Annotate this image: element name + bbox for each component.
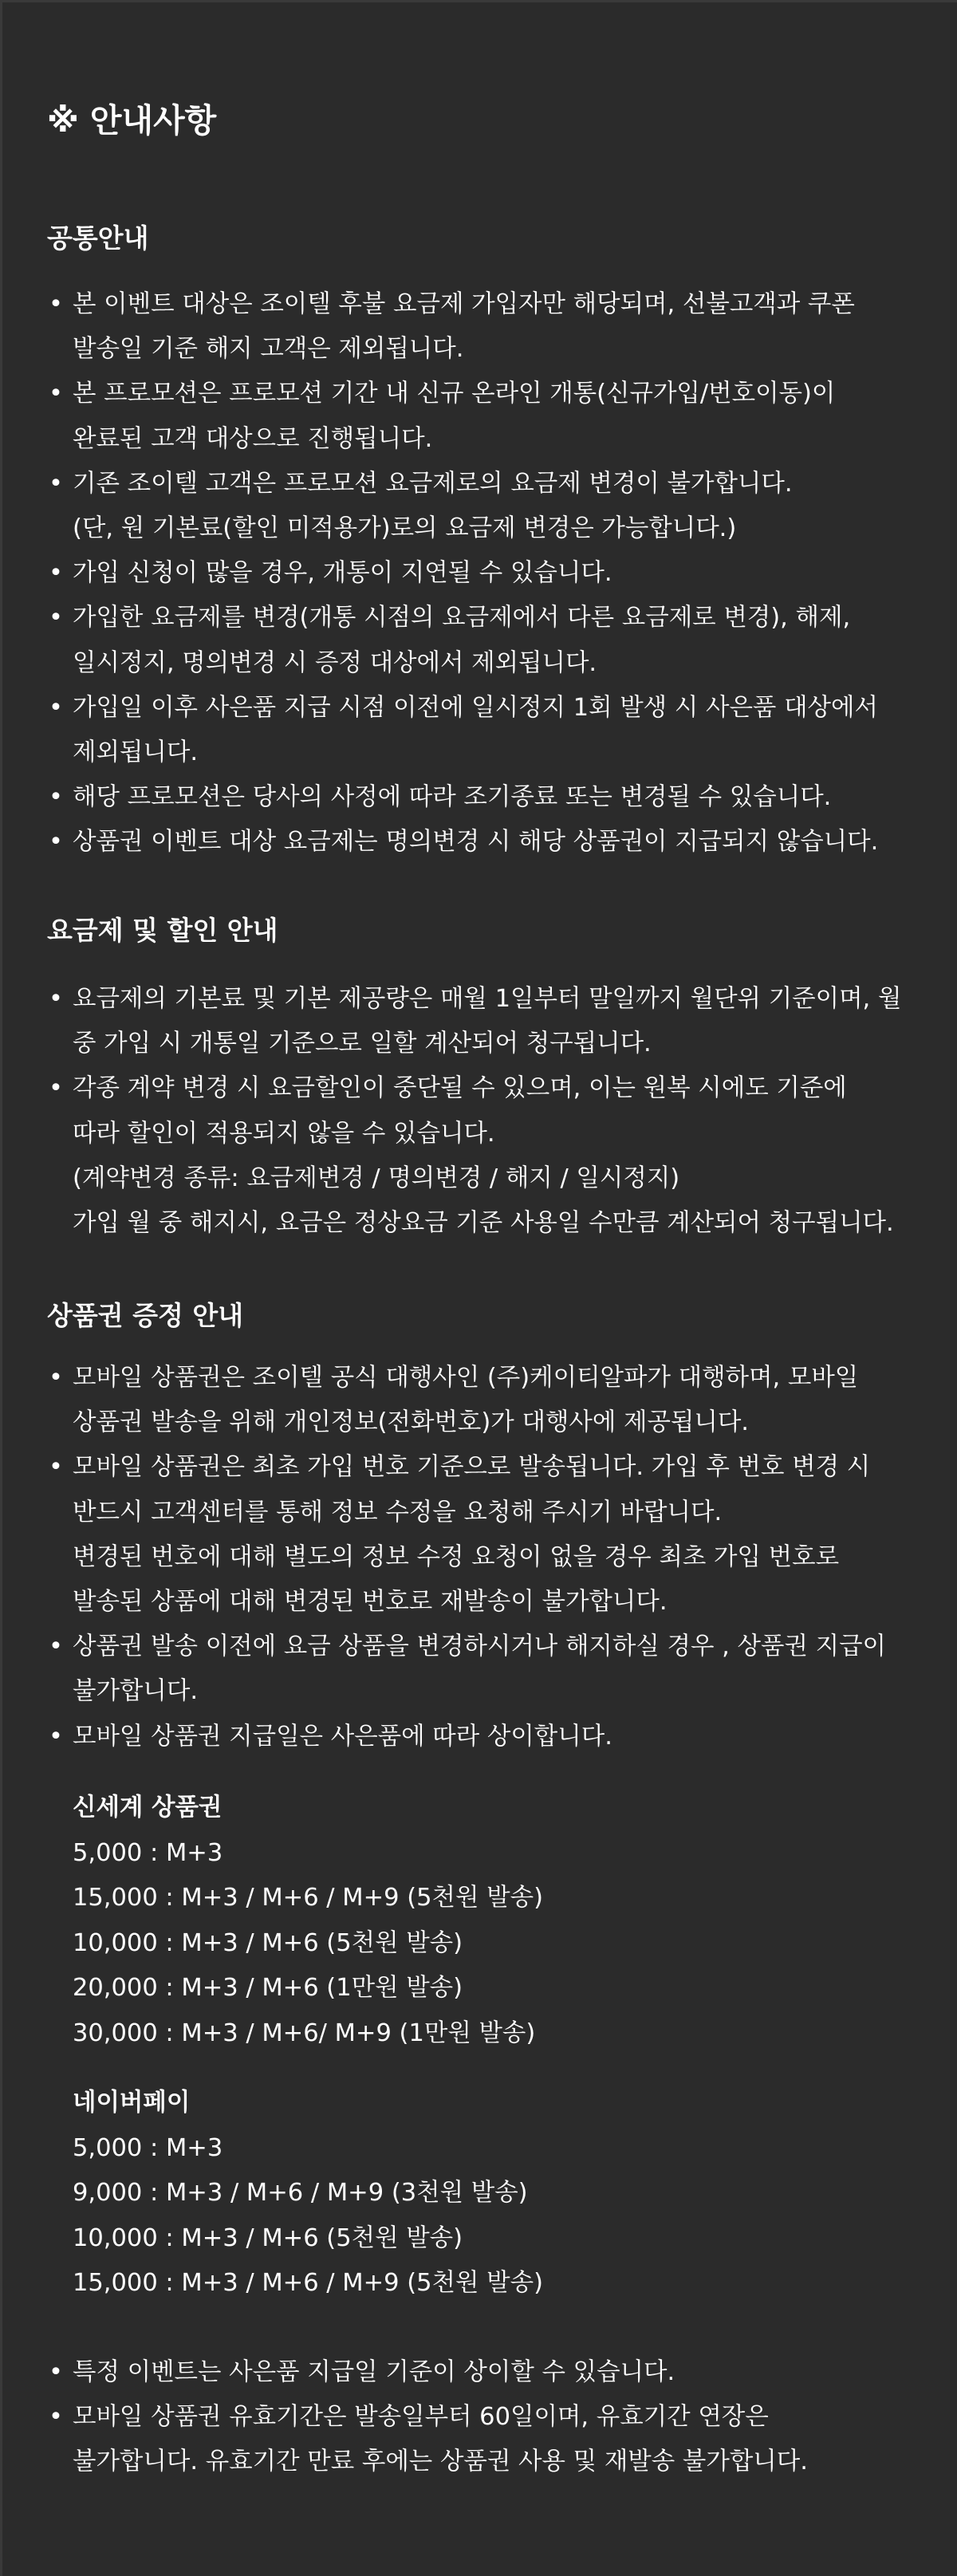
page-title-text: 안내사항 xyxy=(89,101,217,140)
list-item-line: 발송일 기준 해지 고객은 제외됩니다. xyxy=(73,335,464,364)
naverpay-voucher-title: 네이버페이 xyxy=(73,2089,191,2117)
list-item-line: (단, 원 기본료(할인 미적용가)로의 요금제 변경은 가능합니다.) xyxy=(73,514,737,543)
naverpay-voucher-schedule xyxy=(73,2081,934,2306)
gift-notice-list xyxy=(47,1356,940,1759)
list-item-line: 요금제의 기본료 및 기본 제공량은 매월 1일부터 말일까지 월단위 기준이며, 월 xyxy=(73,985,902,1013)
voucher-line: 15,000 : M+3 / M+6 / M+9 (5천원 발송) xyxy=(73,2269,543,2297)
bullet-icon: • xyxy=(49,1722,63,1751)
bullet-icon: • xyxy=(49,828,63,857)
bullet-icon: • xyxy=(49,2403,63,2432)
reference-mark-icon: ※ xyxy=(47,101,79,140)
list-item-line: 본 프로모션은 프로모션 기간 내 신규 온라인 개통(신규가입/번호이동)이 xyxy=(73,380,836,408)
list-item xyxy=(47,2395,940,2484)
section-title-plan: 요금제 및 할인 안내 xyxy=(47,915,278,946)
shinsegae-voucher-lines xyxy=(73,1831,934,2057)
list-item-line: 모바일 상품권은 최초 가입 번호 기준으로 발송됩니다. 가입 후 번호 변경 시 xyxy=(73,1453,871,1482)
bullet-icon: • xyxy=(49,290,63,318)
list-item-line: 가입 월 중 해지시, 요금은 정상요금 기준 사용일 수만큼 계산되어 청구됩니다. xyxy=(73,1209,894,1238)
list-item xyxy=(47,282,940,372)
bullet-icon: • xyxy=(49,1364,63,1392)
bullet-icon: • xyxy=(49,559,63,588)
list-item xyxy=(47,775,940,820)
voucher-line: 10,000 : M+3 / M+6 (5천원 발송) xyxy=(73,1928,463,1957)
list-item xyxy=(47,1715,940,1759)
bullet-icon: • xyxy=(49,1074,63,1103)
list-item-line: 상품권 발송 이전에 요금 상품을 변경하시거나 해지하실 경우 , 상품권 지급이 xyxy=(73,1633,886,1661)
gift-final-notice-list xyxy=(47,2350,940,2485)
list-item-line: 가입 신청이 많을 경우, 개통이 지연될 수 있습니다. xyxy=(73,559,612,588)
bullet-icon: • xyxy=(49,693,63,722)
voucher-line: 5,000 : M+3 xyxy=(73,2133,223,2162)
list-item xyxy=(47,551,940,596)
list-item-line: 모바일 상품권은 조이텔 공식 대행사인 (주)케이티알파가 대행하며, 모바일 xyxy=(73,1364,859,1392)
voucher-line: 30,000 : M+3 / M+6/ M+9 (1만원 발송) xyxy=(73,2019,536,2047)
list-item-line: 모바일 상품권 유효기간은 발송일부터 60일이며, 유효기간 연장은 xyxy=(73,2403,769,2432)
list-item-line: 반드시 고객센터를 통해 정보 수정을 요청해 주시기 바랍니다. xyxy=(73,1498,723,1526)
list-item-line: 제외됩니다. xyxy=(73,739,199,767)
list-item-line: 변경된 번호에 대해 별도의 정보 수정 요청이 없을 경우 최초 가입 번호로 xyxy=(73,1542,840,1571)
list-item-line: 중 가입 시 개통일 기준으로 일할 계산되어 청구됩니다. xyxy=(73,1030,652,1058)
bullet-icon: • xyxy=(49,604,63,632)
list-item-line: 불가합니다. 유효기간 만료 후에는 상품권 사용 및 재발송 불가합니다. xyxy=(73,2448,808,2476)
list-item xyxy=(47,372,940,461)
list-item xyxy=(47,686,940,775)
list-item-line: 본 이벤트 대상은 조이텔 후불 요금제 가입자만 해당되며, 선불고객과 쿠폰 xyxy=(73,290,855,318)
list-item-line: 상품권 이벤트 대상 요금제는 명의변경 시 해당 상품권이 지급되지 않습니다. xyxy=(73,828,879,857)
list-item-line: 해당 프로모션은 당사의 사정에 따라 조기종료 또는 변경될 수 있습니다. xyxy=(73,783,832,812)
common-notice-list xyxy=(47,282,940,865)
bullet-icon: • xyxy=(49,469,63,498)
voucher-line: 9,000 : M+3 / M+6 / M+9 (3천원 발송) xyxy=(73,2179,528,2207)
list-item xyxy=(47,1445,940,1625)
naverpay-voucher-lines xyxy=(73,2126,934,2306)
list-item xyxy=(47,977,940,1066)
list-item-line: 일시정지, 명의변경 시 증정 대상에서 제외됩니다. xyxy=(73,648,597,677)
voucher-line: 20,000 : M+3 / M+6 (1만원 발송) xyxy=(73,1974,463,2002)
list-item xyxy=(47,2350,940,2395)
section-title-gift: 상품권 증정 안내 xyxy=(47,1300,244,1331)
bullet-icon: • xyxy=(49,2358,63,2386)
bullet-icon: • xyxy=(49,1633,63,1661)
section-title-common: 공통안내 xyxy=(47,223,149,254)
voucher-line: 5,000 : M+3 xyxy=(73,1838,223,1867)
shinsegae-voucher-schedule xyxy=(73,1786,934,2056)
list-item-line: 따라 할인이 적용되지 않을 수 있습니다. xyxy=(73,1119,495,1148)
list-item-line: 특정 이벤트는 사은품 지급일 기준이 상이할 수 있습니다. xyxy=(73,2358,675,2386)
bullet-icon: • xyxy=(49,783,63,812)
shinsegae-voucher-title: 신세계 상품권 xyxy=(73,1794,223,1822)
bullet-icon: • xyxy=(49,1453,63,1482)
bullet-icon: • xyxy=(49,380,63,408)
page-title xyxy=(47,97,216,144)
list-item-line: 가입일 이후 사은품 지급 시점 이전에 일시정지 1회 발생 시 사은품 대상에서 xyxy=(73,693,878,722)
list-item xyxy=(47,1625,940,1714)
list-item-line: 모바일 상품권 지급일은 사은품에 따라 상이합니다. xyxy=(73,1722,612,1751)
voucher-line: 15,000 : M+3 / M+6 / M+9 (5천원 발송) xyxy=(73,1884,543,1912)
list-item-line: 각종 계약 변경 시 요금할인이 중단될 수 있으며, 이는 원복 시에도 기준에 xyxy=(73,1074,847,1103)
list-item xyxy=(47,596,940,685)
list-item-line: 가입한 요금제를 변경(개통 시점의 요금제에서 다른 요금제로 변경), 해제, xyxy=(73,604,851,632)
list-item xyxy=(47,462,940,551)
plan-notice-list xyxy=(47,977,940,1246)
list-item xyxy=(47,1356,940,1445)
list-item-line: 완료된 고객 대상으로 진행됩니다. xyxy=(73,424,433,453)
bullet-icon: • xyxy=(49,985,63,1013)
list-item-line: 불가합니다. xyxy=(73,1677,199,1706)
list-item xyxy=(47,820,940,865)
voucher-line: 10,000 : M+3 / M+6 (5천원 발송) xyxy=(73,2223,463,2252)
list-item xyxy=(47,1066,940,1246)
list-item-line: 상품권 발송을 위해 개인정보(전화번호)가 대행사에 제공됩니다. xyxy=(73,1408,750,1437)
list-item-line: 발송된 상품에 대해 변경된 번호로 재발송이 불가합니다. xyxy=(73,1588,668,1617)
list-item-line: (계약변경 종류: 요금제변경 / 명의변경 / 해지 / 일시정지) xyxy=(73,1164,680,1192)
list-item-line: 기존 조이텔 고객은 프로모션 요금제로의 요금제 변경이 불가합니다. xyxy=(73,469,793,498)
